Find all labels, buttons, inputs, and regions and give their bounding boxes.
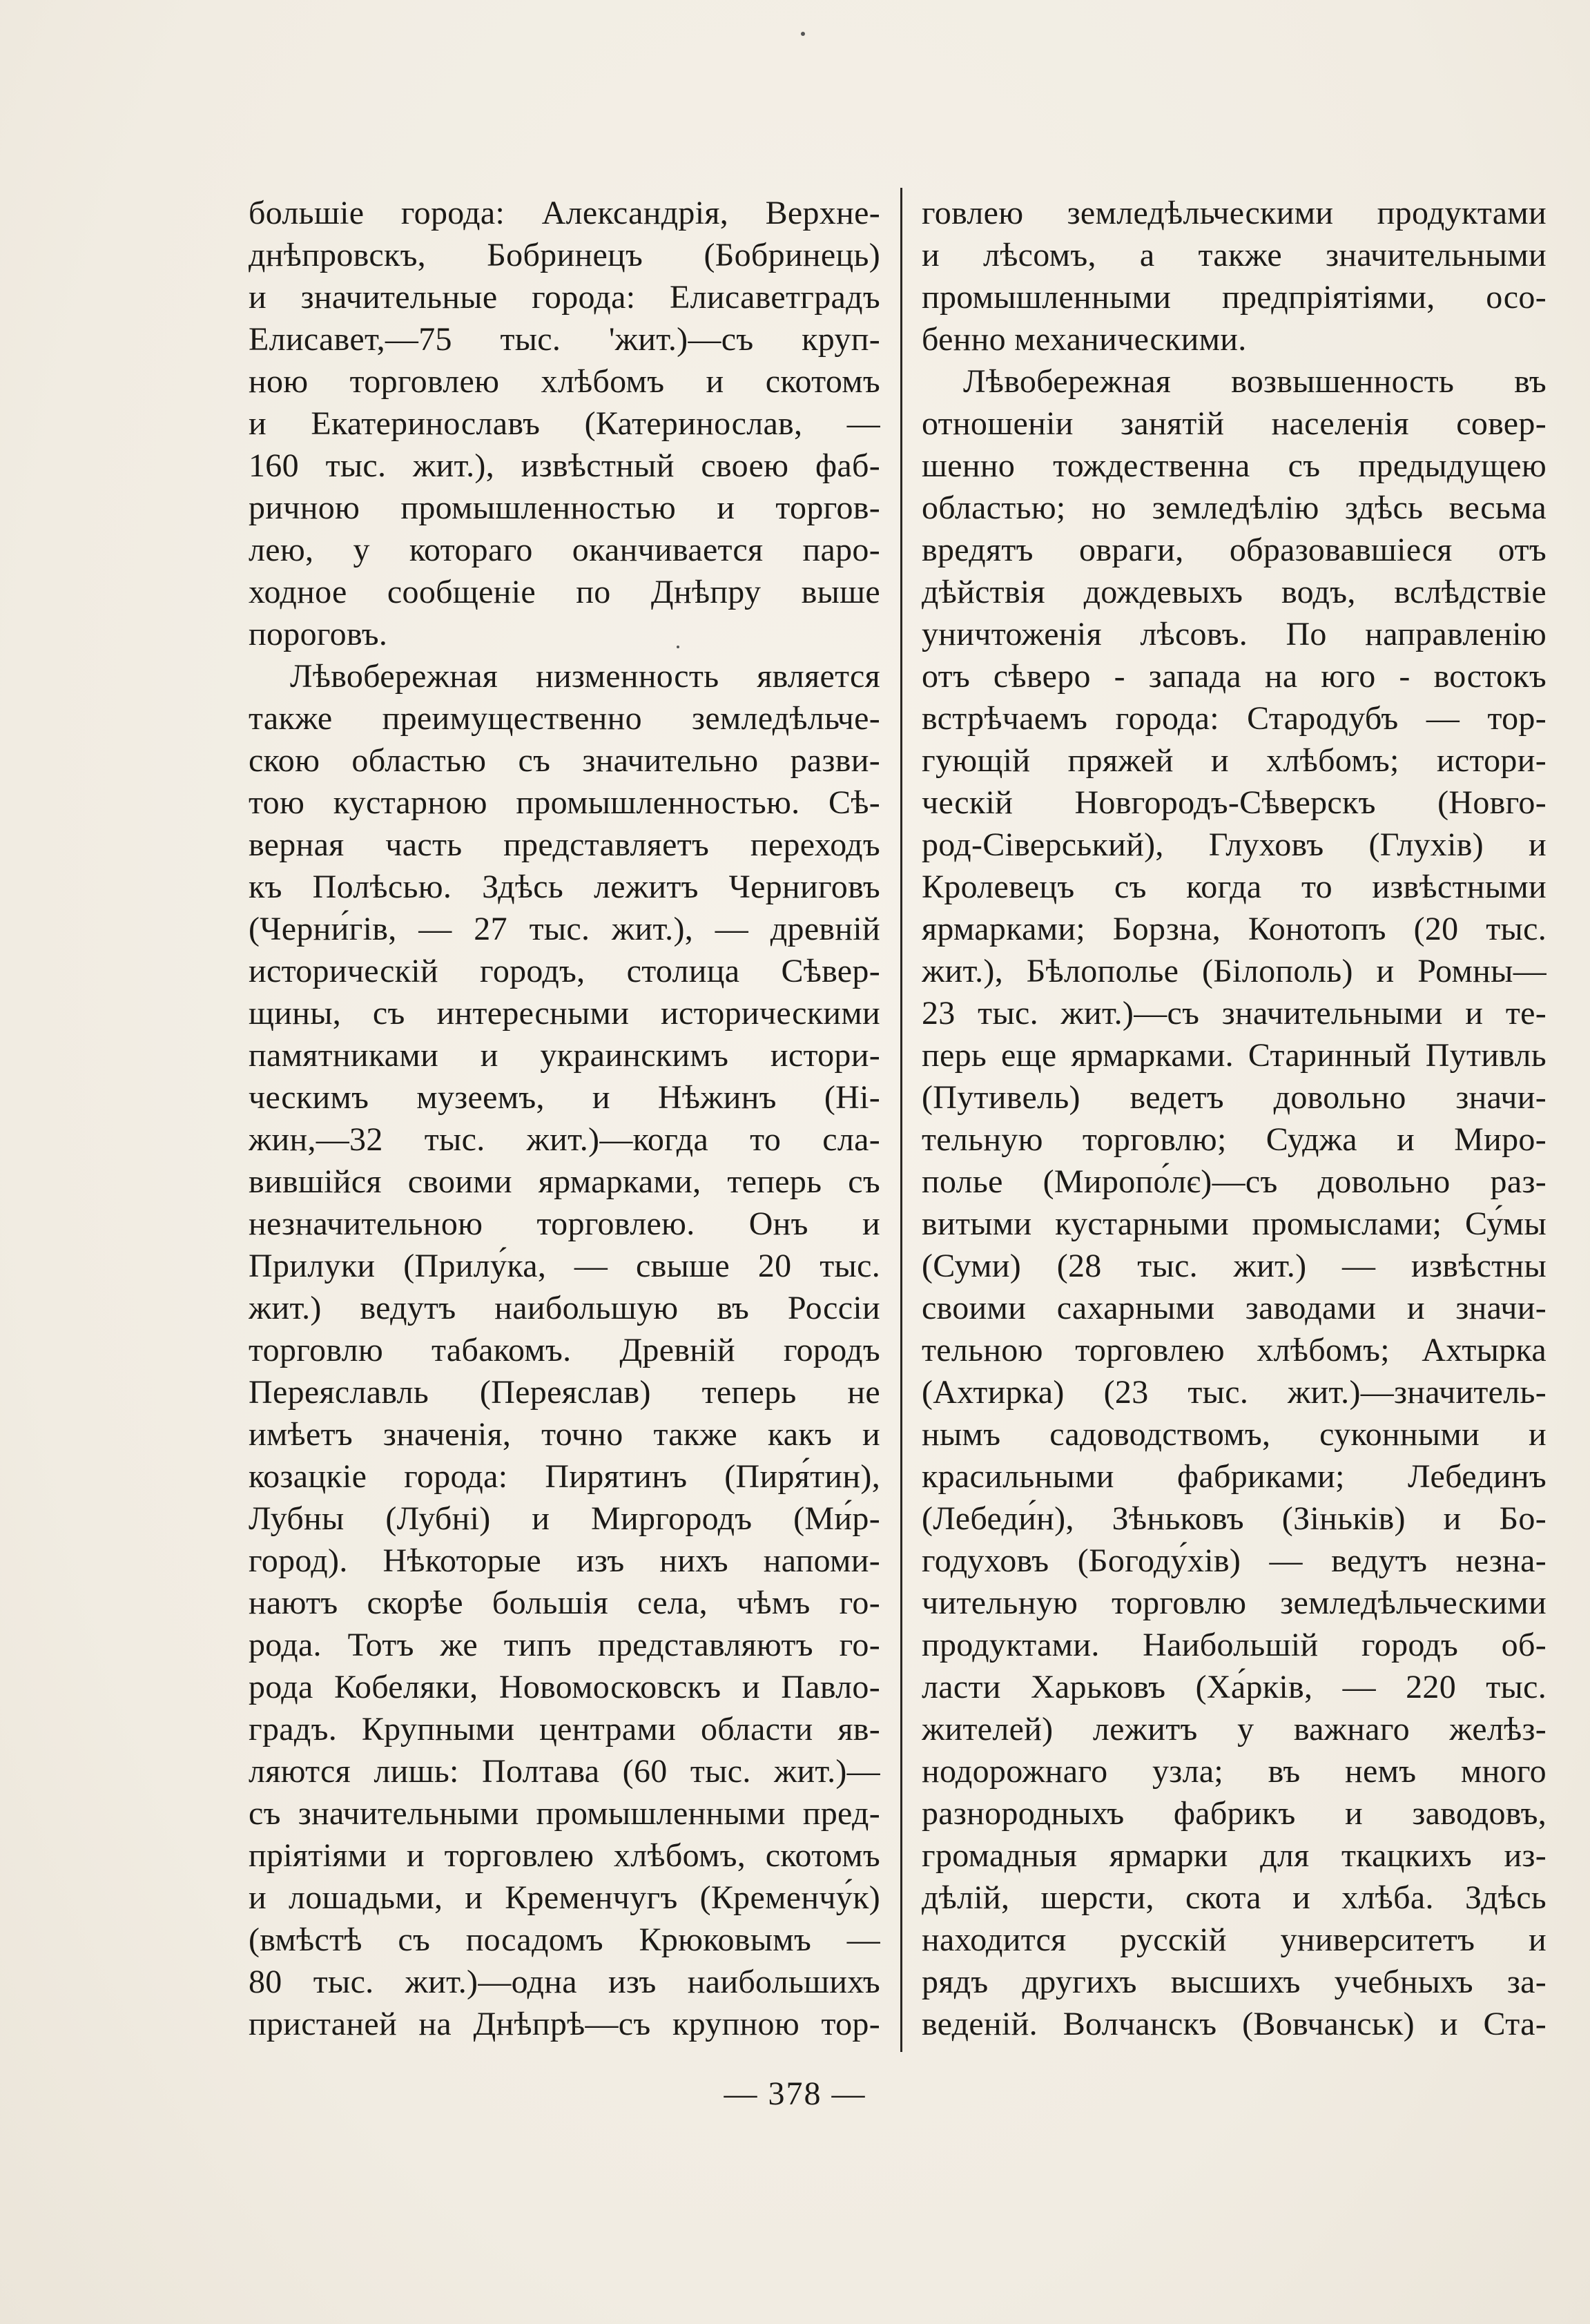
text-line: жин,—32 тыс. жит.)—когда то сла- (249, 1121, 880, 1158)
text-line: витыми кустарными промыслами; Су́мы (922, 1205, 1547, 1242)
text-line: Прилуки (Прилу́ка, — свыше 20 тыс. (249, 1248, 880, 1284)
text-line: громадныя ярмарки для ткацкихъ из- (922, 1837, 1547, 1874)
text-line: рядъ другихъ высшихъ учебныхъ за- (922, 1964, 1547, 2000)
text-line: жит.) ведутъ наибольшую въ Россіи (249, 1290, 880, 1326)
text-line: своими сахарными заводами и значи- (922, 1290, 1547, 1326)
text-line: продуктами. Наибольшій городъ об- (922, 1627, 1547, 1663)
text-line: градъ. Крупными центрами области яв- (249, 1711, 880, 1747)
text-line: говлею земледѣльческими продуктами (922, 195, 1547, 231)
ink-speck (801, 32, 805, 36)
text-line: областью; но земледѣлію здѣсь весьма (922, 490, 1547, 526)
text-line: ною торговлею хлѣбомъ и скотомъ (249, 363, 880, 400)
text-line: годуховъ (Богоду́хів) — ведутъ незна- (922, 1542, 1547, 1579)
text-line: козацкіе города: Пирятинъ (Пиря́тин), (249, 1458, 880, 1495)
text-line: ческимъ музеемъ, и Нѣжинъ (Ні- (249, 1079, 880, 1116)
text-line: (вмѣстѣ съ посадомъ Крюковымъ — (249, 1921, 880, 1958)
text-line: гующій пряжей и хлѣбомъ; истори- (922, 742, 1547, 779)
text-line: промышленными предпріятіями, осо- (922, 279, 1547, 316)
text-line: рода. Тотъ же типъ представляютъ го- (249, 1627, 880, 1663)
text-line: жителей) лежитъ у важнаго желѣз- (922, 1711, 1547, 1747)
text-line: и лошадьми, и Кременчугъ (Кременчу́к) (249, 1879, 880, 1916)
text-line: тою кустарною промышленностью. Сѣ- (249, 784, 880, 821)
text-line: историческій городъ, столица Сѣвер- (249, 953, 880, 989)
text-line: 160 тыс. жит.), извѣстный своею фаб- (249, 447, 880, 484)
text-line: щины, съ интересными историческими (249, 995, 880, 1032)
text-line: ярмарками; Борзна, Конотопъ (20 тыс. (922, 911, 1547, 947)
text-line: ласти Харьковъ (Ха́рків, — 220 тыс. (922, 1669, 1547, 1705)
text-line: незначительною торговлею. Онъ и (249, 1205, 880, 1242)
text-line: скою областью съ значительно разви- (249, 742, 880, 779)
text-line: и Екатеринославъ (Катеринослав, — (249, 405, 880, 442)
text-line: наютъ скорѣе большія села, чѣмъ го- (249, 1585, 880, 1621)
text-line: и значительные города: Елисаветградъ (249, 279, 880, 316)
text-line: отношеніи занятій населенія совер- (922, 405, 1547, 442)
text-line: разнородныхъ фабрикъ и заводовъ, (922, 1795, 1547, 1832)
text-line: ходное сообщеніе по Днѣпру выше (249, 574, 880, 610)
text-line: имѣетъ значенія, точно также какъ и (249, 1416, 880, 1453)
text-line: отъ сѣверо - запада на юго - востокъ (922, 658, 1547, 695)
text-line: перь еще ярмарками. Старинный Путивль (922, 1037, 1547, 1074)
text-line: Лѣвобережная низменность является (290, 658, 880, 695)
text-line: съ значительными промышленными пред- (249, 1795, 880, 1832)
text-line: торговлю табакомъ. Древній городъ (249, 1332, 880, 1368)
column-divider (900, 188, 902, 2052)
text-line: нодорожнаго узла; въ немъ много (922, 1753, 1547, 1790)
text-line: верная часть представляетъ переходъ (249, 826, 880, 863)
page-number: — 378 — (724, 2075, 866, 2112)
text-line: веденій. Волчанскъ (Вовчанськ) и Ста- (922, 2006, 1547, 2042)
text-line: бенно механическими. (922, 321, 1247, 358)
text-line: рода Кобеляки, Новомосковскъ и Павло- (249, 1669, 880, 1705)
text-line: вредятъ овраги, образовавшіеся отъ (922, 532, 1547, 568)
text-line: (Ахтирка) (23 тыс. жит.)—значитель- (922, 1374, 1547, 1411)
text-line: род-Сіверський), Глуховъ (Глухів) и (922, 826, 1547, 863)
text-line: (Путивель) ведетъ довольно значи- (922, 1079, 1547, 1116)
text-line: Лѣвобережная возвышенность въ (963, 363, 1547, 400)
text-line: встрѣчаемъ города: Стародубъ — тор- (922, 700, 1547, 737)
text-line: пристаней на Днѣпрѣ—съ крупною тор- (249, 2006, 880, 2042)
text-line: (Суми) (28 тыс. жит.) — извѣстны (922, 1248, 1547, 1284)
text-line: ричною промышленностью и торгов- (249, 490, 880, 526)
text-line: къ Полѣсью. Здѣсь лежитъ Черниговъ (249, 869, 880, 905)
text-line: большіе города: Александрія, Верхне- (249, 195, 880, 231)
text-line: также преимущественно земледѣльче- (249, 700, 880, 737)
text-line: вившійся своими ярмарками, теперь съ (249, 1163, 880, 1200)
text-line: (Черни́гів, — 27 тыс. жит.), — древній (249, 911, 880, 947)
text-line: дѣлій, шерсти, скота и хлѣба. Здѣсь (922, 1879, 1547, 1916)
text-line: (Лебеди́н), Зѣньковъ (Зіньків) и Бо- (922, 1500, 1547, 1537)
text-line: жит.), Бѣлополье (Білополь) и Ромны— (922, 953, 1547, 989)
text-line: дѣйствія дождевыхъ водъ, вслѣдствіе (922, 574, 1547, 610)
text-line: город). Нѣкоторые изъ нихъ напоми- (249, 1542, 880, 1579)
text-line: Елисавет,—75 тыс. 'жит.)—съ круп- (249, 321, 880, 358)
text-line: ляются лишь: Полтава (60 тыс. жит.)— (249, 1753, 880, 1790)
text-line: памятниками и украинскимъ истори- (249, 1037, 880, 1074)
text-line: полье (Миропо́лє)—съ довольно раз- (922, 1163, 1547, 1200)
text-line: уничтоженія лѣсовъ. По направленію (922, 616, 1547, 652)
text-line: красильными фабриками; Лебединъ (922, 1458, 1547, 1495)
text-line: Лубны (Лубні) и Миргородъ (Ми́р- (249, 1500, 880, 1537)
text-line: Переяславль (Переяслав) теперь не (249, 1374, 880, 1411)
text-line: 80 тыс. жит.)—одна изъ наибольшихъ (249, 1964, 880, 2000)
text-line: Кролевецъ съ когда то извѣстными (922, 869, 1547, 905)
text-line: тельною торговлею хлѣбомъ; Ахтырка (922, 1332, 1547, 1368)
text-line: тельную торговлю; Суджа и Миро- (922, 1121, 1547, 1158)
text-line: 23 тыс. жит.)—съ значительными и те- (922, 995, 1547, 1032)
text-line: чительную торговлю земледѣльческими (922, 1585, 1547, 1621)
text-line: лею, у котораго оканчивается паро- (249, 532, 880, 568)
text-line: пріятіями и торговлею хлѣбомъ, скотомъ (249, 1837, 880, 1874)
text-line: находится русскій университетъ и (922, 1921, 1547, 1958)
right-text-column (922, 192, 1547, 2045)
left-text-column (249, 192, 880, 2045)
text-line: пороговъ. (249, 616, 388, 652)
text-line: нымъ садоводствомъ, суконными и (922, 1416, 1547, 1453)
text-line: днѣпровскъ, Бобринецъ (Бобринець) (249, 237, 880, 273)
text-line: ческій Новгородъ-Сѣверскъ (Новго- (922, 784, 1547, 821)
text-line: шенно тождественна съ предыдущею (922, 447, 1547, 484)
text-line: и лѣсомъ, а также значительными (922, 237, 1547, 273)
